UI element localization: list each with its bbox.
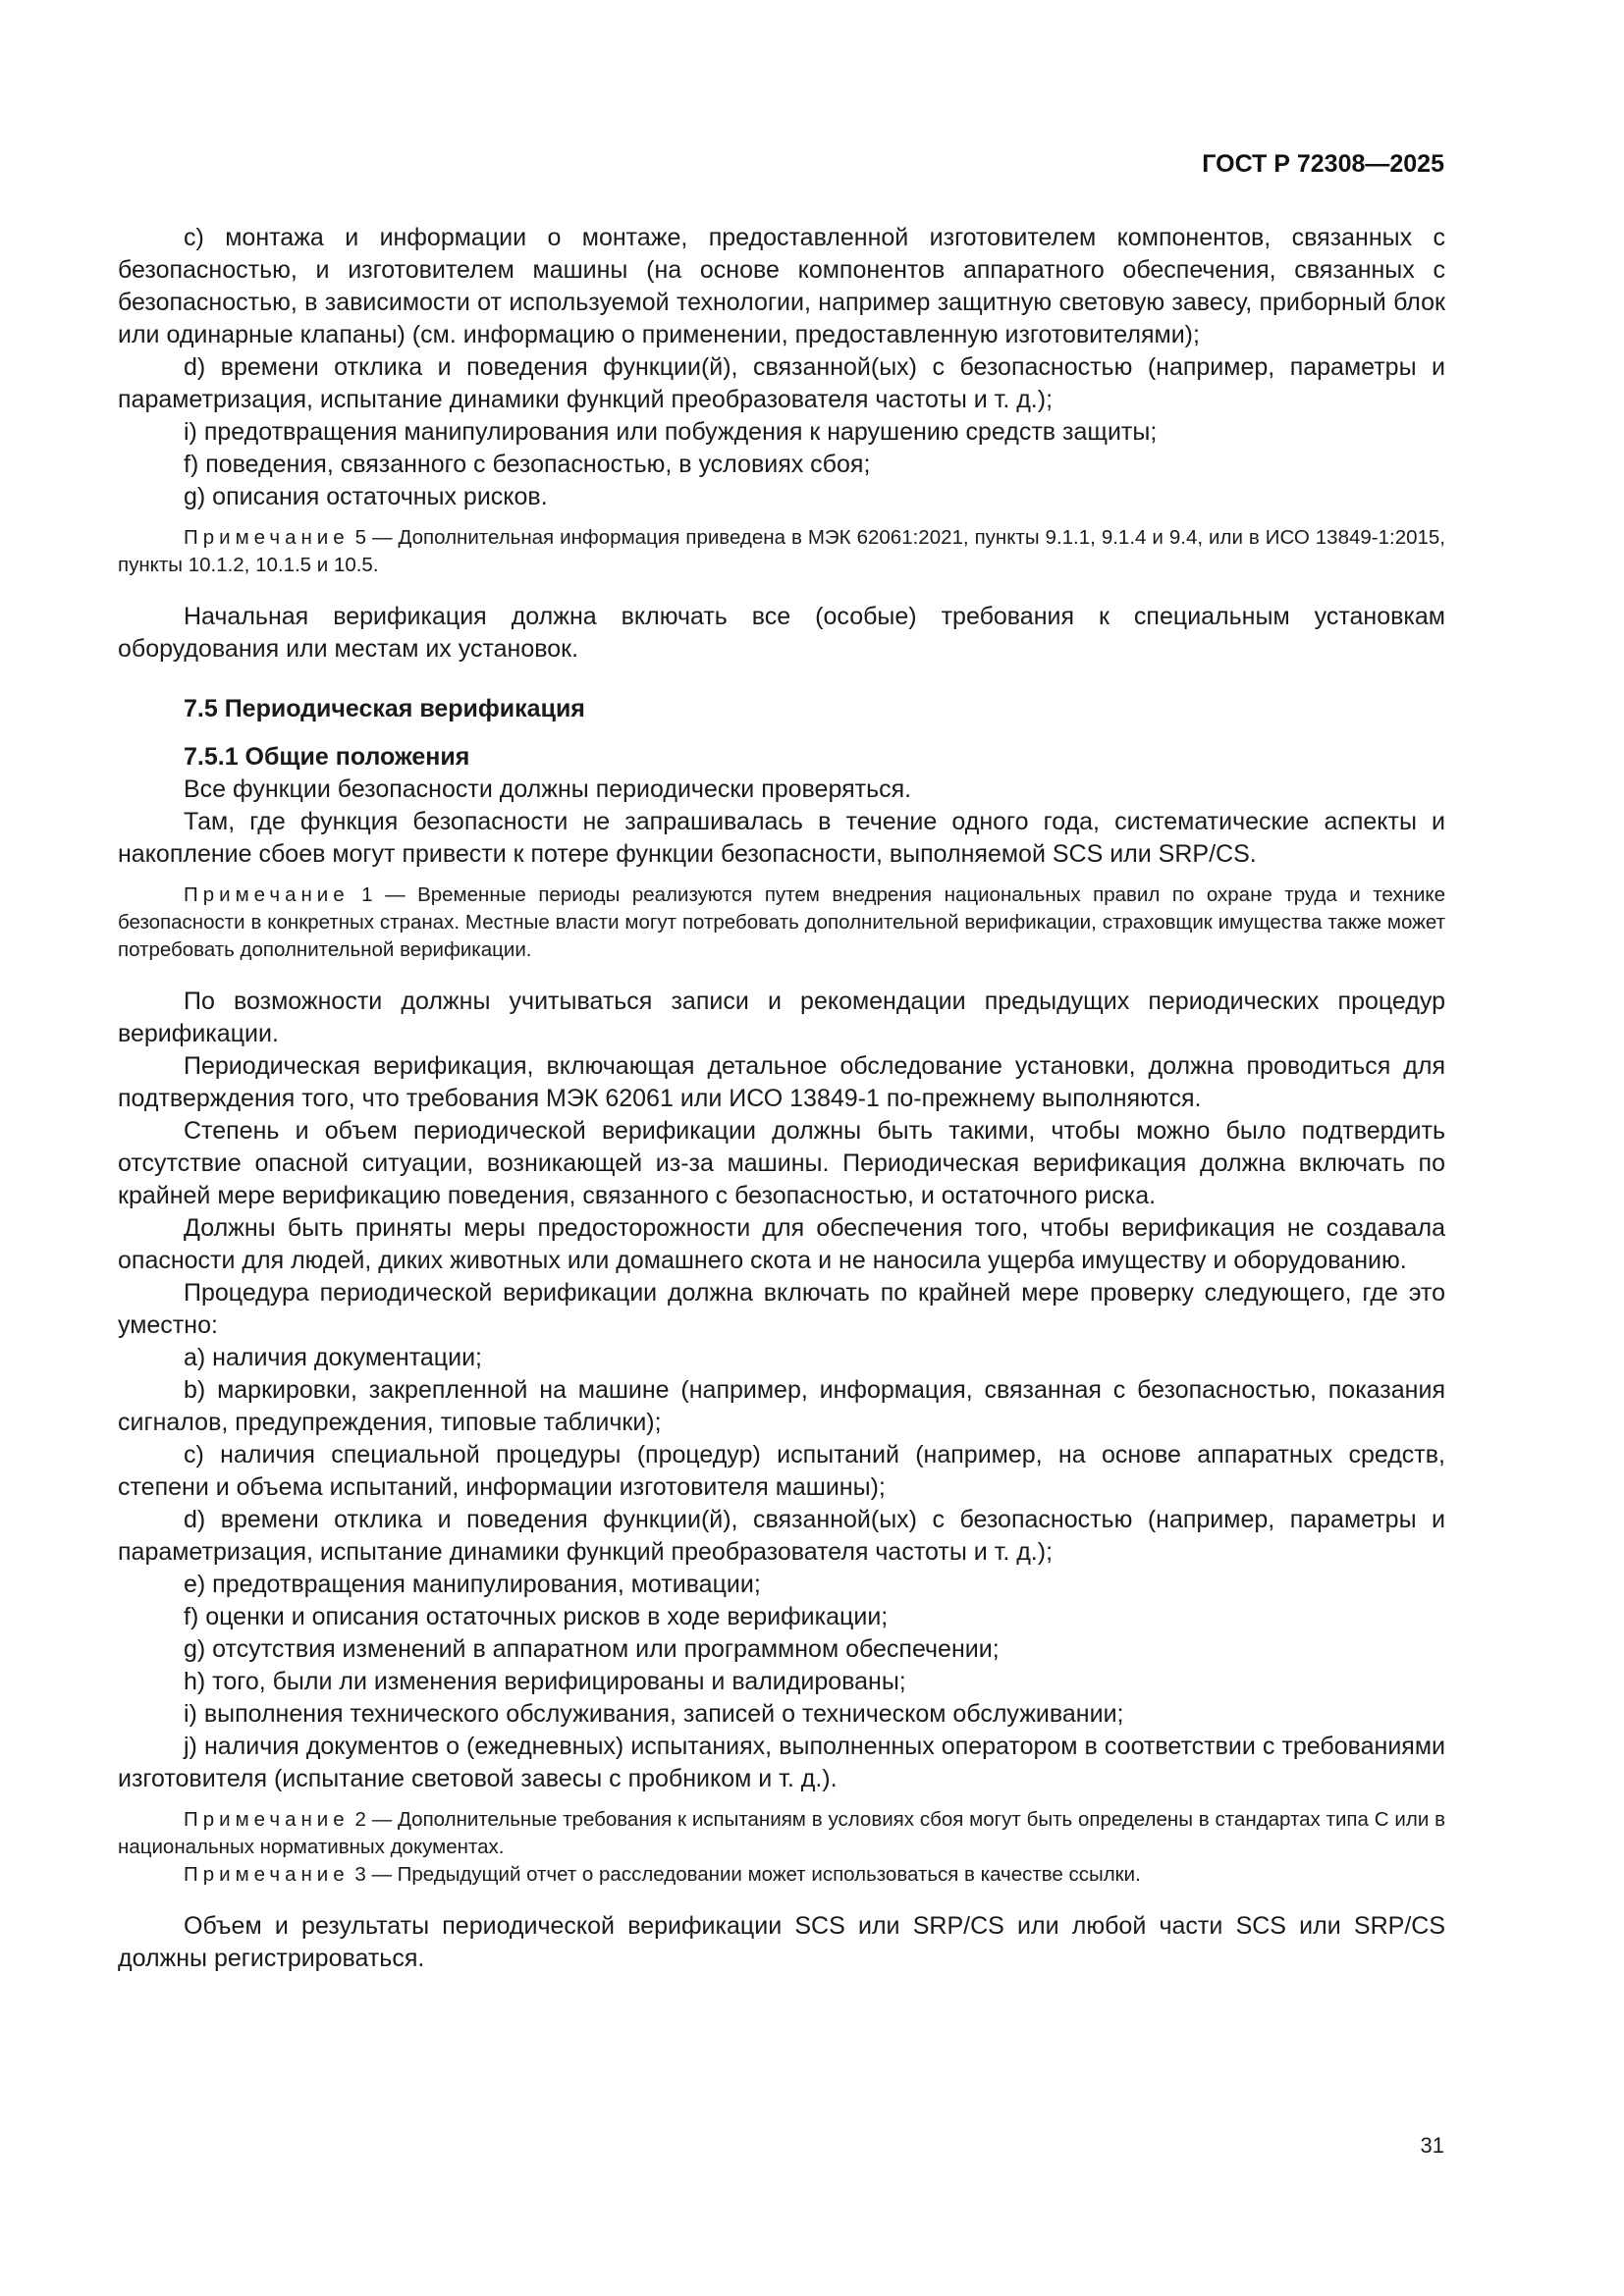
body-paragraph: Объем и результаты периодической верификации SCS или SRP/CS или любой части SCS или SRP/CS должны регистрироваться. (118, 1912, 1445, 1972)
body-paragraph: d) времени отклика и поведения функции(й), связанной(ых) с безопасностью (например, параметры и параметризация, испытание динамики функций преобразователя частоты и т. д.); (118, 1506, 1445, 1566)
note-label: Примечание (184, 1863, 350, 1886)
body-paragraph: Там, где функция безопасности не запрашивалась в течение одного года, систематические аспекты и накопление сбоев могут привести к потере функции безопасности, выполняемой SCS или SRP/CS. (118, 808, 1445, 868)
note-label: Примечание (184, 1808, 350, 1831)
body-paragraph: c) монтажа и информации о монтаже, предоставленной изготовителем компонентов, связанных с безопасностью, и изготовителем машины (на основе компонентов аппаратного обеспечения, связанных с безопасностью, в зависимости от используемой технологии, например защитную световую завесу, приборный блок или одинарные клапаны) (см. информацию о применении, предоставленную изготовителями); (118, 224, 1445, 348)
section-heading: 7.5.1 Общие положения (184, 743, 470, 771)
document-code: ГОСТ Р 72308—2025 (1202, 150, 1444, 178)
body-paragraph: По возможности должны учитываться записи и рекомендации предыдущих периодических процедур верификации. (118, 988, 1445, 1047)
note-text: 5 — Дополнительная информация приведена в МЭК 62061:2021, пункты 9.1.1, 9.1.4 и 9.4, или в ИСО 13849-1:2015, пункты 10.1.2, 10.1.5 и 10.5. (118, 526, 1445, 576)
page-body (118, 222, 1445, 1975)
body-paragraph: Начальная верификация должна включать все (особые) требования к специальным установкам оборудования или местам их установок. (118, 603, 1445, 663)
body-paragraph: Периодическая верификация, включающая детальное обследование установки, должна проводиться для подтверждения того, что требования МЭК 62061 или ИСО 13849-1 по-прежнему выполняются. (118, 1052, 1445, 1112)
section-heading: 7.5 Периодическая верификация (184, 695, 585, 722)
body-paragraph: e) предотвращения манипулирования, мотивации; (184, 1571, 761, 1598)
body-paragraph: a) наличия документации; (184, 1344, 483, 1371)
note-paragraph (118, 1861, 1445, 1889)
note-paragraph (118, 881, 1445, 964)
note-paragraph (118, 1806, 1445, 1861)
body-paragraph: i) предотвращения манипулирования или побуждения к нарушению средств защиты; (184, 418, 1158, 446)
note-paragraph (118, 524, 1445, 579)
body-paragraph: g) описания остаточных рисков. (184, 483, 548, 510)
body-paragraph: f) поведения, связанного с безопасностью, в условиях сбоя; (184, 451, 871, 478)
body-paragraph: Степень и объем периодической верификации должны быть такими, чтобы можно было подтвердить отсутствие опасной ситуации, возникающей из-за машины. Периодическая верификация должна включать по крайней мере верификацию поведения, связанного с безопасностью, и остаточного риска. (118, 1117, 1445, 1209)
body-paragraph: b) маркировки, закрепленной на машине (например, информация, связанная с безопасностью, показания сигналов, предупреждения, типовые таблички); (118, 1376, 1445, 1436)
body-paragraph: j) наличия документов о (ежедневных) испытаниях, выполненных оператором в соответствии с требованиями изготовителя (испытание световой завесы с пробником и т. д.). (118, 1733, 1445, 1792)
body-paragraph: h) того, были ли изменения верифицированы и валидированы; (184, 1668, 906, 1695)
body-paragraph: f) оценки и описания остаточных рисков в ходе верификации; (184, 1603, 889, 1630)
body-paragraph: Процедура периодической верификации должна включать по крайней мере проверку следующего, где это уместно: (118, 1279, 1445, 1339)
note-text: 3 — Предыдущий отчет о расследовании может использоваться в качестве ссылки. (349, 1863, 1141, 1886)
body-paragraph: d) времени отклика и поведения функции(й), связанной(ых) с безопасностью (например, параметры и параметризация, испытание динамики функций преобразователя частоты и т. д.); (118, 353, 1445, 413)
page-number: 31 (1420, 2133, 1444, 2158)
body-paragraph: c) наличия специальной процедуры (процедур) испытаний (например, на основе аппаратных средств, степени и объема испытаний, информации изготовителя машины); (118, 1441, 1445, 1501)
note-text: 1 — Временные периоды реализуются путем внедрения национальных правил по охране труда и технике безопасности в конкретных странах. Местные власти могут потребовать дополнительной верификации, страховщик имущества также может потребовать дополнительной верификации. (118, 883, 1445, 961)
body-paragraph: i) выполнения технического обслуживания, записей о техническом обслуживании; (184, 1700, 1124, 1728)
note-label: Примечание (184, 526, 350, 549)
body-paragraph: g) отсутствия изменений в аппаратном или программном обеспечении; (184, 1635, 1000, 1663)
body-paragraph: Все функции безопасности должны периодически проверяться. (184, 775, 912, 803)
note-label: Примечание (184, 883, 350, 906)
note-text: 2 — Дополнительные требования к испытаниям в условиях сбоя могут быть определены в стандартах типа C или в национальных нормативных документах. (118, 1808, 1445, 1858)
body-paragraph: Должны быть приняты меры предосторожности для обеспечения того, чтобы верификация не создавала опасности для людей, диких животных или домашнего скота и не наносила ущерба имуществу и оборудованию. (118, 1214, 1445, 1274)
